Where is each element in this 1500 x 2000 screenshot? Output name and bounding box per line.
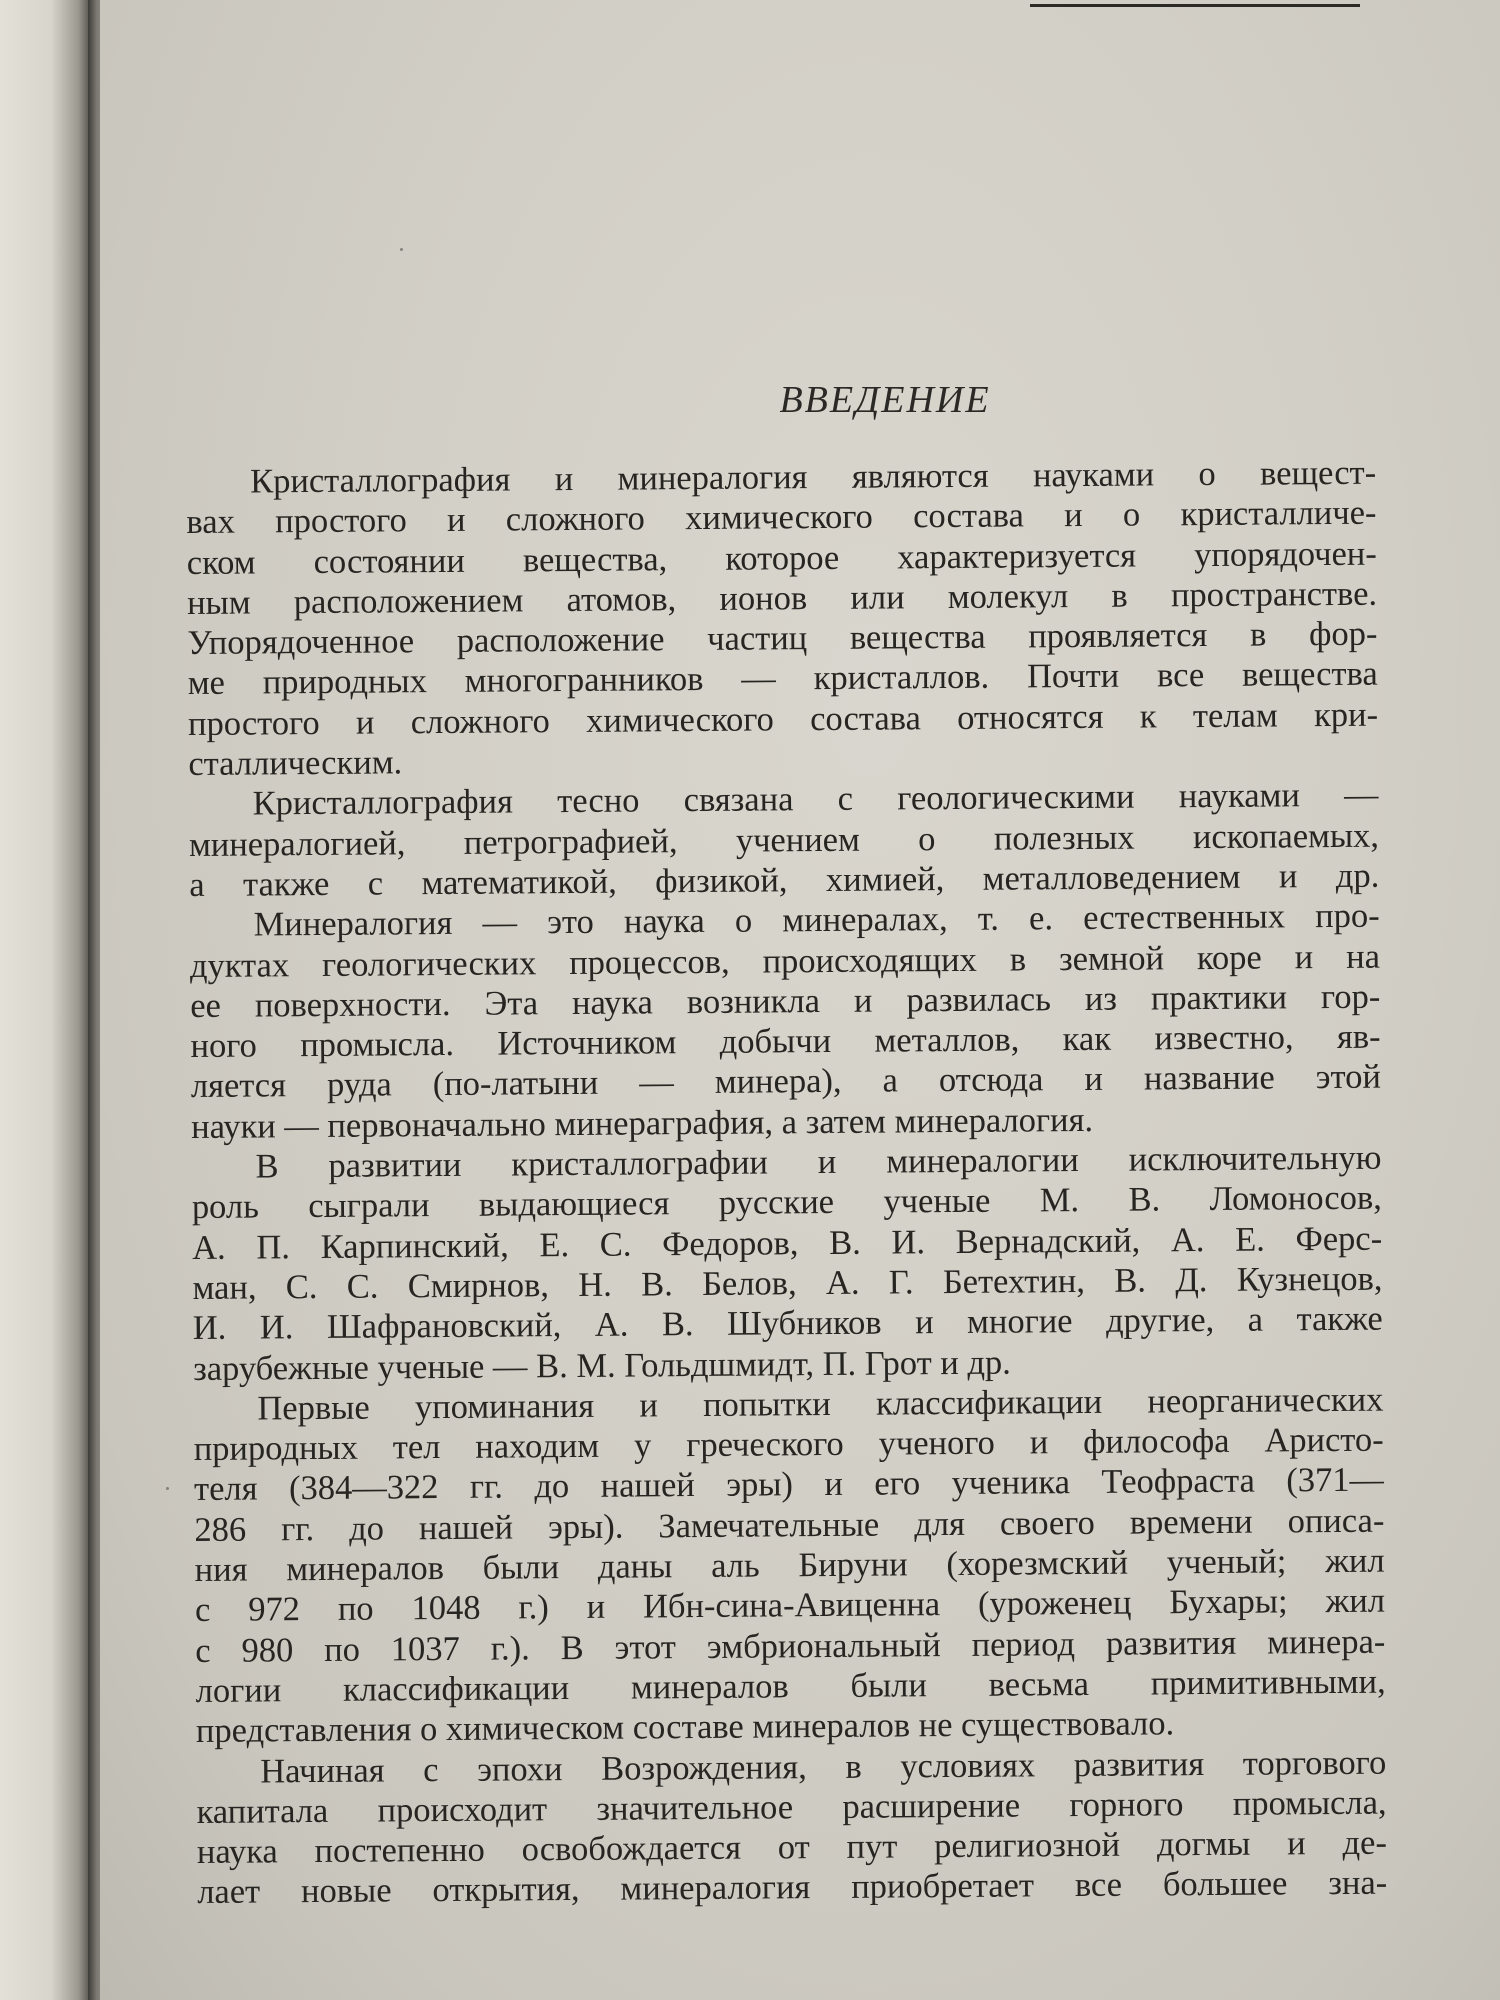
text-line: Кристаллография и минералогия являются науками о вещест- <box>250 453 1377 501</box>
text-line: Начиная с эпохи Возрождения, в условиях развития торгового <box>260 1743 1387 1790</box>
text-line: А. П. Карпинский, Е. С. Федоров, В. И. Вернадский, А. Е. Ферс- <box>192 1219 1383 1267</box>
text-line: В развитии кристаллографии и минералогии исключительную <box>255 1138 1382 1186</box>
paper-speck <box>166 1487 169 1490</box>
text-line: сталлическим. <box>188 743 403 784</box>
text-line: ман, С. С. Смирнов, Н. В. Белов, А. Г. Бетехтин, В. Д. Кузнецов, <box>192 1259 1383 1307</box>
text-line: науки — первоначально минераграфия, а затем минералогия. <box>191 1100 1094 1146</box>
body-text <box>186 453 1387 1913</box>
text-line: капитала происходит значительное расширение горного промысла, <box>196 1783 1387 1831</box>
text-line: логии классификации минералов были весьма примитивными, <box>195 1662 1386 1710</box>
text-line: Минералогия — это наука о минералах, т. е. естественных про- <box>253 896 1380 944</box>
text-line: представления о химическом составе минералов не существовало. <box>195 1704 1175 1751</box>
text-line: 286 гг. до нашей эры). Замечательные для своего времени описа- <box>194 1501 1385 1549</box>
text-line: природных тел находим у греческого ученого и философа Аристо- <box>193 1420 1384 1469</box>
text-line: с 972 по 1048 г.) и Ибн-сина-Авиценна (уроженец Бухары; жил <box>194 1581 1386 1630</box>
text-line: вах простого и сложного химического состава и о кристалличе- <box>186 493 1377 542</box>
text-line: а также с математикой, физикой, химией, металловедением и др. <box>189 856 1380 904</box>
chapter-heading <box>100 378 1500 422</box>
text-line: Кристаллография тесно связана с геологическими науками — <box>252 776 1379 823</box>
text-line: ного промысла. Источником добычи металлов, как известно, яв- <box>190 1017 1381 1066</box>
text-line: ее поверхности. Эта наука возникла и развилась из практики гор- <box>190 977 1381 1025</box>
text-line: минералогией, петрографией, учением о полезных ископаемых, <box>188 816 1380 864</box>
text-line: лает новые открытия, минералогия приобретает все большее зна- <box>197 1864 1388 1912</box>
text-line: простого и сложного химического состава относятся к телам кри- <box>187 695 1379 743</box>
text-line: ском состоянии вещества, которое характеризуется упорядочен- <box>186 534 1377 582</box>
text-line: ным расположением атомов, ионов или молекул в пространстве. <box>186 574 1378 622</box>
text-line: с 980 по 1037 г.). В этот эмбриональный период развития минера- <box>195 1622 1386 1670</box>
text-line: И. И. Шафрановский, А. В. Шубников и многие другие, а также <box>192 1299 1383 1348</box>
text-line: ме природных многогранников — кристаллов. Почти все вещества <box>187 655 1378 703</box>
text-line: дуктах геологических процессов, происходящих в земной коре и на <box>189 937 1381 985</box>
chapter-heading-text: ВВЕДЕНИЕ <box>779 379 991 421</box>
text-line: ляется руда (по-латыни — минера), а отсюда и название этой <box>190 1058 1382 1106</box>
header-rule <box>1030 4 1360 7</box>
text-line: роль сыграли выдающиеся русские ученые М. В. Ломоносов, <box>191 1178 1382 1227</box>
text-line: Первые упоминания и попытки классификации неорганических <box>257 1380 1384 1428</box>
text-line: зарубежные ученые — В. М. Гольдшмидт, П. Грот и др. <box>192 1343 1011 1388</box>
text-line: наука постепенно освобождается от пут религиозной догмы и де- <box>196 1823 1388 1872</box>
facing-page-edge <box>0 0 92 2000</box>
text-line: Упорядоченное расположение частиц вещества проявляется в фор- <box>187 614 1378 663</box>
text-line: ния минералов были даны аль Бируни (хорезмский ученый; жил <box>194 1541 1385 1589</box>
paper-speck <box>400 248 403 251</box>
text-line: теля (384—322 гг. до нашей эры) и его ученика Теофраста (371— <box>193 1461 1385 1509</box>
